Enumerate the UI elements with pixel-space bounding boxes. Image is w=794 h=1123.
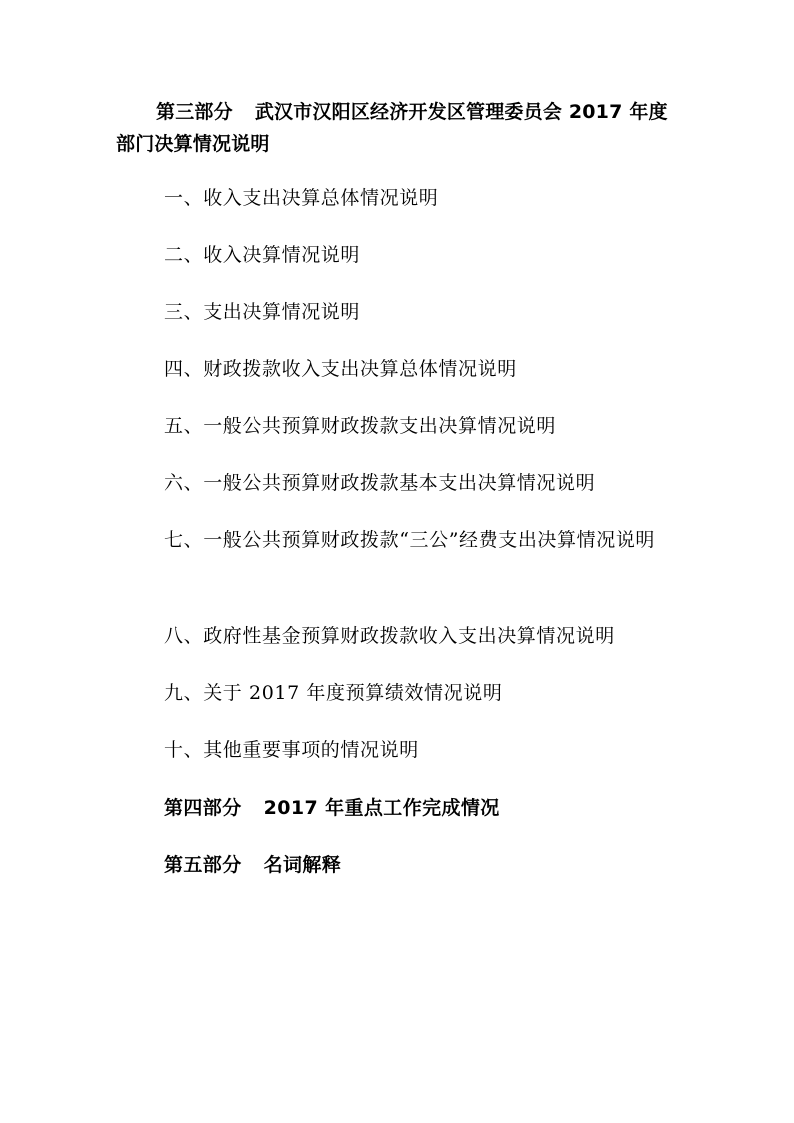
section-item-4: 四、财政拨款收入支出决算总体情况说明 — [164, 358, 517, 380]
section-item-7: 七、一般公共预算财政拨款“三公”经费支出决算情况说明 — [164, 529, 656, 551]
section-item-6: 六、一般公共预算财政拨款基本支出决算情况说明 — [164, 472, 596, 494]
part3-title: 武汉市汉阳区经济开发区管理委员会 2017 年度部门决算情况说明 — [116, 101, 668, 155]
part4-title: 2017 年重点工作完成情况 — [263, 797, 500, 819]
section-item-5: 五、一般公共预算财政拨款支出决算情况说明 — [164, 415, 557, 437]
part5-heading — [164, 850, 684, 880]
section-item-2: 二、收入决算情况说明 — [164, 244, 361, 266]
part4-heading — [164, 793, 684, 823]
section-item-3: 三、支出决算情况说明 — [164, 301, 361, 323]
section-item-8: 八、政府性基金预算财政拨款收入支出决算情况说明 — [164, 625, 615, 647]
part5-label: 第五部分 — [164, 854, 242, 876]
section-item-1: 一、收入支出决算总体情况说明 — [164, 187, 439, 209]
part3-label: 第三部分 — [156, 101, 233, 123]
part4-label: 第四部分 — [164, 797, 242, 819]
section-item-9: 九、关于 2017 年度预算绩效情况说明 — [164, 682, 503, 704]
part5-title: 名词解释 — [263, 854, 342, 876]
section-item-10: 十、其他重要事项的情况说明 — [164, 739, 419, 761]
part3-heading — [116, 96, 676, 160]
